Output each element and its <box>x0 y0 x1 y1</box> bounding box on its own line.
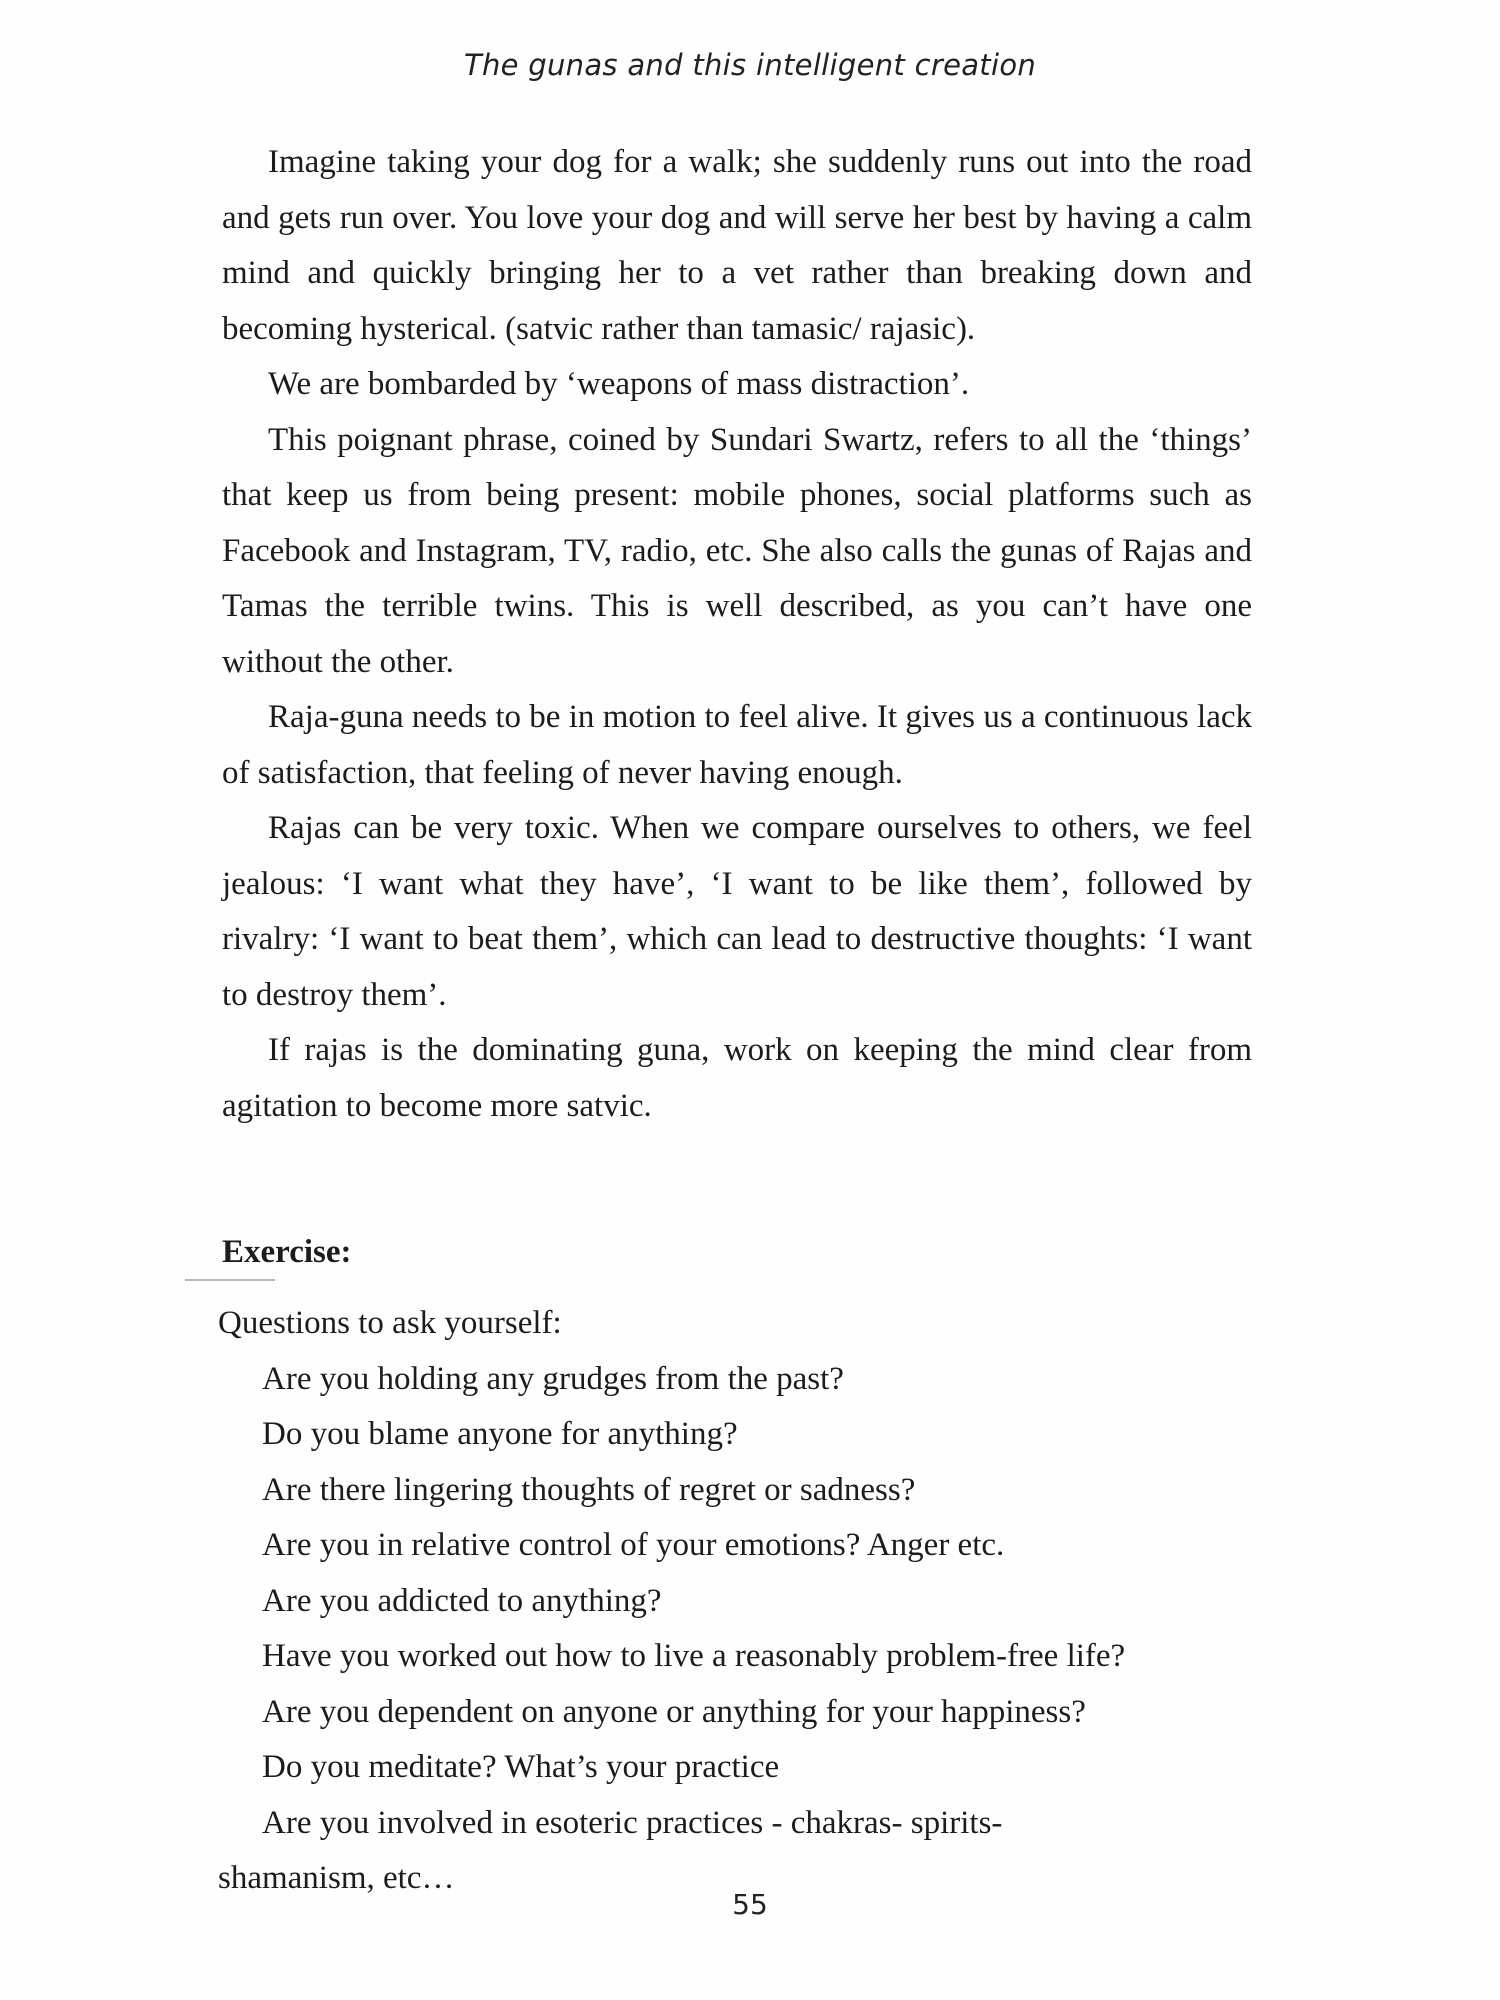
question-esoteric-line1: Are you involved in esoteric practices - chakras- spirits- <box>262 1804 1003 1841</box>
question-item: Do you meditate? What’s your practice <box>262 1749 780 1785</box>
running-head: The gunas and this intelligent creation <box>463 48 1037 82</box>
question-esoteric-line2: shamanism, etc… <box>218 1860 455 1896</box>
question-item: Have you worked out how to live a reasonably problem-free life? <box>262 1638 1126 1674</box>
page-number: 55 <box>732 1888 768 1921</box>
question-item: Are there lingering thoughts of regret or sadness? <box>262 1471 916 1508</box>
paragraph-mass-distraction: We are bombarded by ‘weapons of mass distraction’. <box>268 366 970 402</box>
question-item: Are you holding any grudges from the past? <box>262 1360 844 1397</box>
question-item: Are you addicted to anything? <box>262 1582 662 1619</box>
exercise-questions <box>218 1296 1258 1907</box>
question-list <box>218 1352 1258 1907</box>
paragraph-dominating-guna: If rajas is the dominating guna, work on keeping the mind clear from agitation to become more satvic. <box>222 1032 1252 1124</box>
paragraph-raja-guna: Raja-guna needs to be in motion to feel alive. It gives us a continuous lack of satisfaction, that feeling of never having enough. <box>222 699 1252 791</box>
question-item: Do you blame anyone for anything? <box>262 1416 738 1452</box>
paragraph-rajas-toxic: Rajas can be very toxic. When we compare ourselves to others, we feel jealous: ‘I want what they have’, ‘I want to be like them’, followed by rivalry: ‘I want to beat them’, which can lead to destructive thoughts: ‘I want to destroy them’. <box>222 810 1252 1013</box>
questions-intro: Questions to ask yourself: <box>218 1305 562 1341</box>
body-text <box>222 135 1252 1134</box>
exercise-divider <box>185 1279 275 1281</box>
paragraph-dog-walk: Imagine taking your dog for a walk; she suddenly runs out into the road and gets run over. You love your dog and will serve her best by having a calm mind and quickly bringing her to a vet rather than breaking down and becoming hysterical. (satvic rather than tamasic/ rajasic). <box>222 144 1252 347</box>
question-item: Are you dependent on anyone or anything for your happiness? <box>262 1693 1086 1730</box>
question-item: Are you in relative control of your emotions? Anger etc. <box>262 1527 1005 1563</box>
paragraph-poignant-phrase: This poignant phrase, coined by Sundari Swartz, refers to all the ‘things’ that keep us from being present: mobile phones, social platforms such as Facebook and Instagram, TV, radio, etc. She also calls the gunas of Rajas and Tamas the terrible twins. This is well described, as you can’t have one without the other. <box>222 421 1252 680</box>
exercise-heading: Exercise: <box>222 1234 352 1270</box>
